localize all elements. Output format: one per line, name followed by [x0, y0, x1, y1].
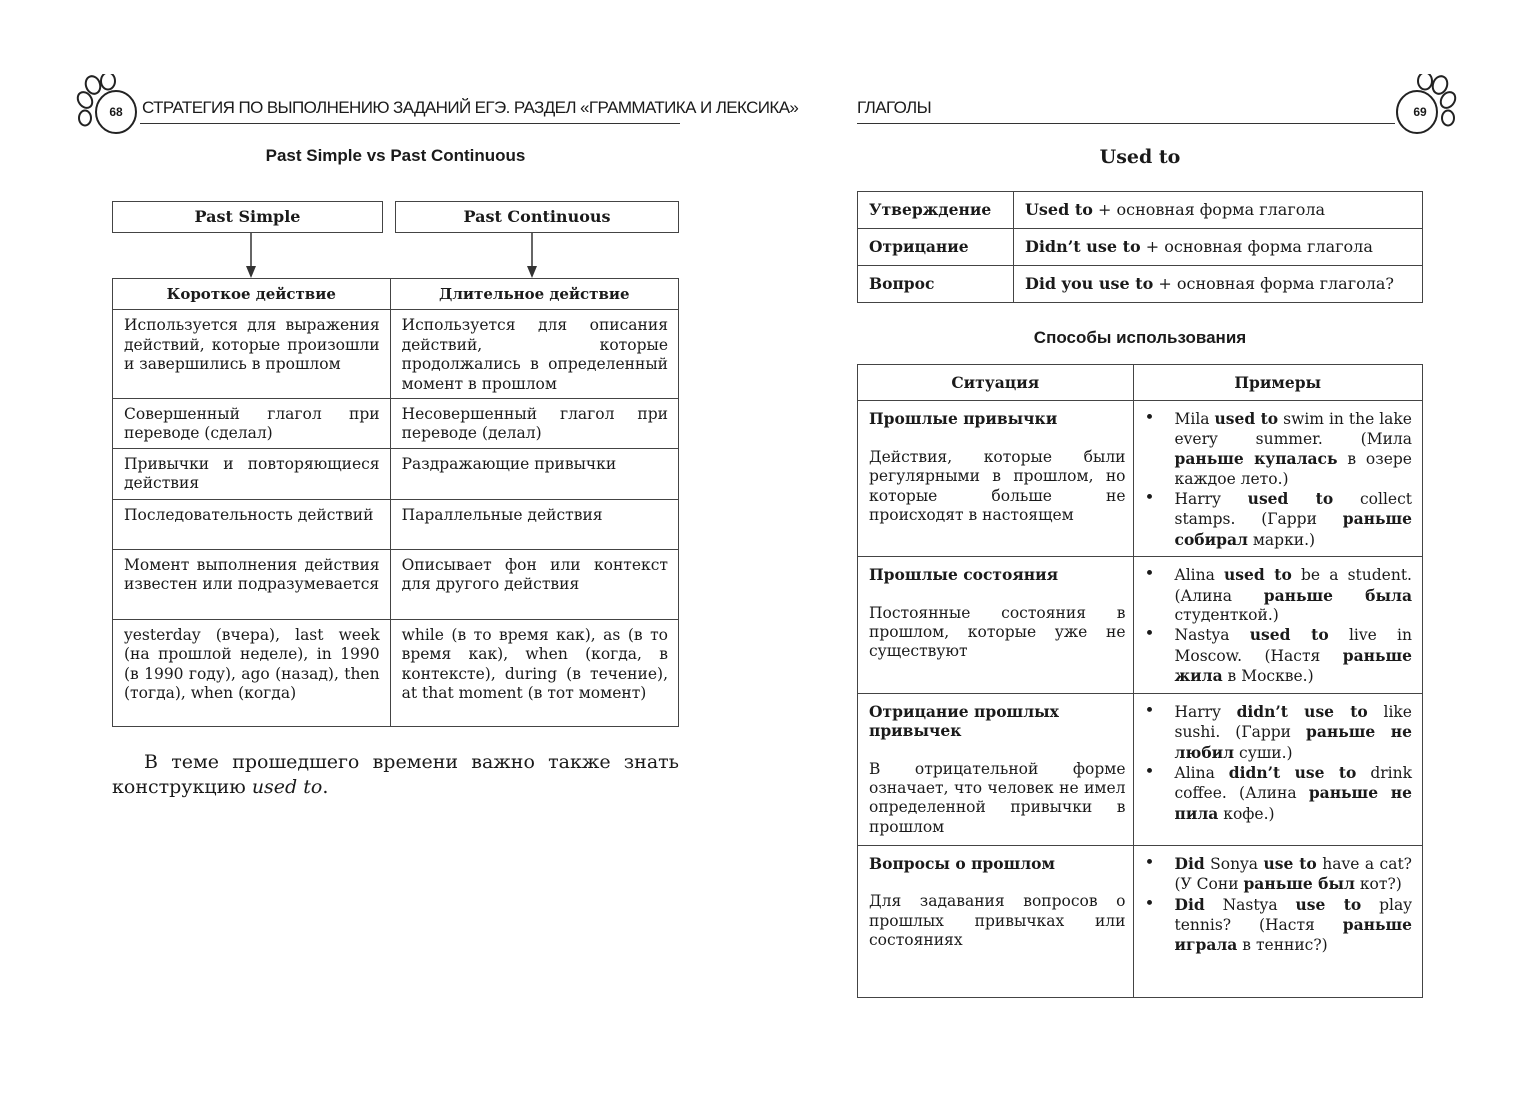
situation-title: Прошлые привычки	[869, 409, 1058, 429]
running-header-right: ГЛАГОЛЫ	[857, 98, 932, 117]
example-bold: used to	[1214, 409, 1279, 429]
form-bold: Did you use to	[1024, 274, 1154, 293]
example-text: collect stamps. (Гарри	[1174, 490, 1413, 529]
situation-cell	[858, 401, 1134, 557]
situation-text: В отрицательной форме означает, что человек не имел определенной привычки в прошлом	[869, 759, 1126, 836]
example-text: марки.)	[1247, 530, 1316, 549]
example-text: в озере каждое лето.)	[1174, 450, 1412, 488]
example-bold: раньше был	[1243, 874, 1355, 894]
example-text: Harry	[1174, 490, 1248, 509]
example-bold: Did	[1174, 853, 1205, 873]
page-number-right: 69	[1413, 105, 1427, 119]
table-row	[858, 845, 1423, 997]
past-simple-cell: Совершенный глагол при переводе (сделал)	[113, 399, 391, 449]
list-item	[1175, 895, 1413, 956]
situation-title: Отрицание прошлых привычек	[869, 701, 1059, 741]
examples-cell	[1133, 401, 1423, 557]
column-header: Короткое действие	[113, 279, 391, 310]
column-header: Примеры	[1133, 365, 1423, 401]
example-text: Harry	[1174, 702, 1237, 721]
example-text: like sushi. (Гарри	[1174, 702, 1412, 742]
column-header: Длительное действие	[390, 279, 678, 310]
table-row	[858, 401, 1423, 557]
example-text: кофе.)	[1218, 804, 1275, 823]
page-number-left: 68	[109, 105, 123, 119]
example-text: суши.)	[1234, 743, 1293, 762]
list-item	[1175, 625, 1413, 686]
table-row	[113, 500, 679, 550]
note-italic: used to	[251, 776, 323, 798]
list-item	[1175, 763, 1413, 824]
form-label: Утверждение	[858, 192, 1014, 229]
example-text: в Москве.)	[1222, 667, 1314, 686]
example-bold: Did	[1174, 894, 1205, 914]
examples-cell	[1133, 557, 1423, 693]
form-rest: + основная форма глагола	[1092, 200, 1326, 219]
form-bold: Didn’t use to	[1024, 237, 1141, 256]
example-text: live in Moscow. (Настя	[1174, 626, 1412, 665]
example-text: кот?)	[1354, 875, 1402, 894]
example-bold: didn’t use to	[1228, 762, 1357, 782]
examples-cell	[1133, 845, 1423, 997]
example-text: Nastya	[1174, 626, 1250, 645]
example-bold: раньше жила	[1174, 645, 1412, 686]
situation-title: Прошлые состояния	[869, 565, 1059, 585]
table-row	[858, 693, 1423, 845]
example-text: Sonya	[1204, 854, 1264, 873]
running-header-left: СТРАТЕГИЯ ПО ВЫПОЛНЕНИЮ ЗАДАНИЙ ЕГЭ. РАЗДЕЛ «ГРАММАТИКА И ЛЕКСИКА»	[142, 98, 799, 117]
section-title: Past Simple vs Past Continuous	[265, 146, 526, 165]
list-item	[1175, 854, 1413, 895]
past-simple-cell: yesterday (вчера), last week (на прошлой неделе), in 1990 (в 1990 году), ago (назад), then (тогда), when (когда)	[113, 620, 391, 727]
situation-title: Вопросы о прошлом	[869, 853, 1055, 873]
form-structure	[1013, 266, 1422, 303]
form-structure	[1013, 229, 1422, 266]
arrow-down-icon	[525, 233, 539, 279]
example-text: Nastya	[1204, 895, 1296, 914]
situation-text: Действия, которые были регулярными в прошлом, но которые больше не происходят в настоящем	[869, 447, 1126, 525]
example-bold: раньше купалась	[1174, 449, 1338, 469]
past-continuous-box: Past Continuous	[395, 201, 679, 233]
example-text: в теннис?)	[1237, 936, 1328, 955]
example-bold: раньше не пила	[1174, 783, 1412, 823]
example-text: have a cat? (У Сони	[1174, 854, 1412, 894]
usage-table	[857, 364, 1423, 998]
arrow-down-icon	[244, 233, 258, 279]
table-row	[113, 310, 679, 399]
examples-cell	[1133, 693, 1423, 845]
used-to-forms-table	[857, 191, 1423, 303]
example-bold: раньше не любил	[1174, 722, 1412, 762]
table-row	[113, 399, 679, 449]
example-text: drink coffee. (Алина	[1174, 763, 1413, 803]
example-text: swim in the lake every summer. (Мила	[1174, 410, 1412, 448]
past-simple-cell: Последовательность действий	[113, 500, 391, 550]
past-continuous-cell: Используется для описания действий, которые продолжались в определенный момент в прошлом	[390, 310, 678, 399]
note-paragraph	[112, 750, 679, 800]
form-label: Отрицание	[858, 229, 1014, 266]
past-continuous-cell: Раздражающие привычки	[390, 449, 678, 500]
example-text: Alina	[1174, 763, 1229, 782]
example-bold: use to	[1263, 853, 1317, 873]
table-row	[858, 557, 1423, 693]
table-row	[113, 449, 679, 500]
example-bold: раньше была	[1263, 585, 1413, 605]
situation-cell	[858, 693, 1134, 845]
example-list	[1142, 854, 1413, 956]
list-item	[1175, 565, 1413, 625]
column-header: Ситуация	[858, 365, 1134, 401]
form-label: Вопрос	[858, 266, 1014, 303]
header-rule-right	[857, 123, 1395, 124]
table-row	[113, 550, 679, 620]
past-continuous-cell: Несовершенный глагол при переводе (делал)	[390, 399, 678, 449]
situation-cell	[858, 557, 1134, 693]
past-simple-box: Past Simple	[112, 201, 383, 233]
example-bold: раньше играла	[1174, 914, 1412, 955]
table-row	[858, 192, 1423, 229]
example-bold: used to	[1247, 489, 1334, 509]
example-text: be a student. (Алина	[1174, 566, 1412, 605]
past-simple-cell: Привычки и повторяющиеся действия	[113, 449, 391, 500]
table-row	[113, 620, 679, 727]
usage-title: Способы использования	[1033, 328, 1247, 347]
example-bold: use to	[1295, 894, 1362, 914]
example-list	[1142, 565, 1413, 686]
table-row	[858, 229, 1423, 266]
example-list	[1142, 409, 1413, 550]
form-bold: Used to	[1024, 200, 1093, 219]
example-text: студенткой.)	[1174, 606, 1279, 625]
example-bold: didn’t use to	[1236, 701, 1368, 721]
note-text: В теме прошедшего времени важно также знать конструкцию	[112, 751, 679, 798]
form-rest: + основная форма глагола?	[1153, 274, 1395, 293]
past-simple-cell: Момент выполнения действия известен или подразумевается	[113, 550, 391, 620]
list-item	[1175, 409, 1413, 489]
example-bold: used to	[1223, 565, 1292, 585]
past-simple-vs-continuous-table	[112, 278, 679, 727]
example-list	[1142, 702, 1413, 824]
past-continuous-cell: while (в то время как), as (в то время как), when (когда, в контексте), during (в течение), at that moment (в тот момент)	[390, 620, 678, 727]
situation-text: Для задавания вопросов о прошлых привычках или состояниях	[869, 892, 1126, 949]
example-bold: used to	[1249, 625, 1329, 645]
table-row	[858, 266, 1423, 303]
example-text: Mila	[1174, 410, 1215, 429]
example-text: play tennis? (Настя	[1174, 895, 1412, 934]
form-structure	[1013, 192, 1422, 229]
example-text: Alina	[1174, 566, 1224, 585]
past-simple-cell: Используется для выражения действий, которые произошли и завершились в прошлом	[113, 310, 391, 399]
note-end: .	[322, 776, 329, 798]
list-item	[1175, 702, 1413, 763]
header-rule-left	[140, 123, 680, 124]
situation-text: Постоянные состояния в прошлом, которые уже не существуют	[869, 603, 1126, 661]
form-rest: + основная форма глагола	[1140, 237, 1373, 256]
past-continuous-cell: Параллельные действия	[390, 500, 678, 550]
situation-cell	[858, 845, 1134, 997]
used-to-title: Used to	[1099, 146, 1181, 168]
example-bold: раньше собирал	[1174, 509, 1412, 549]
past-continuous-cell: Описывает фон или контекст для другого действия	[390, 550, 678, 620]
list-item	[1175, 489, 1413, 550]
